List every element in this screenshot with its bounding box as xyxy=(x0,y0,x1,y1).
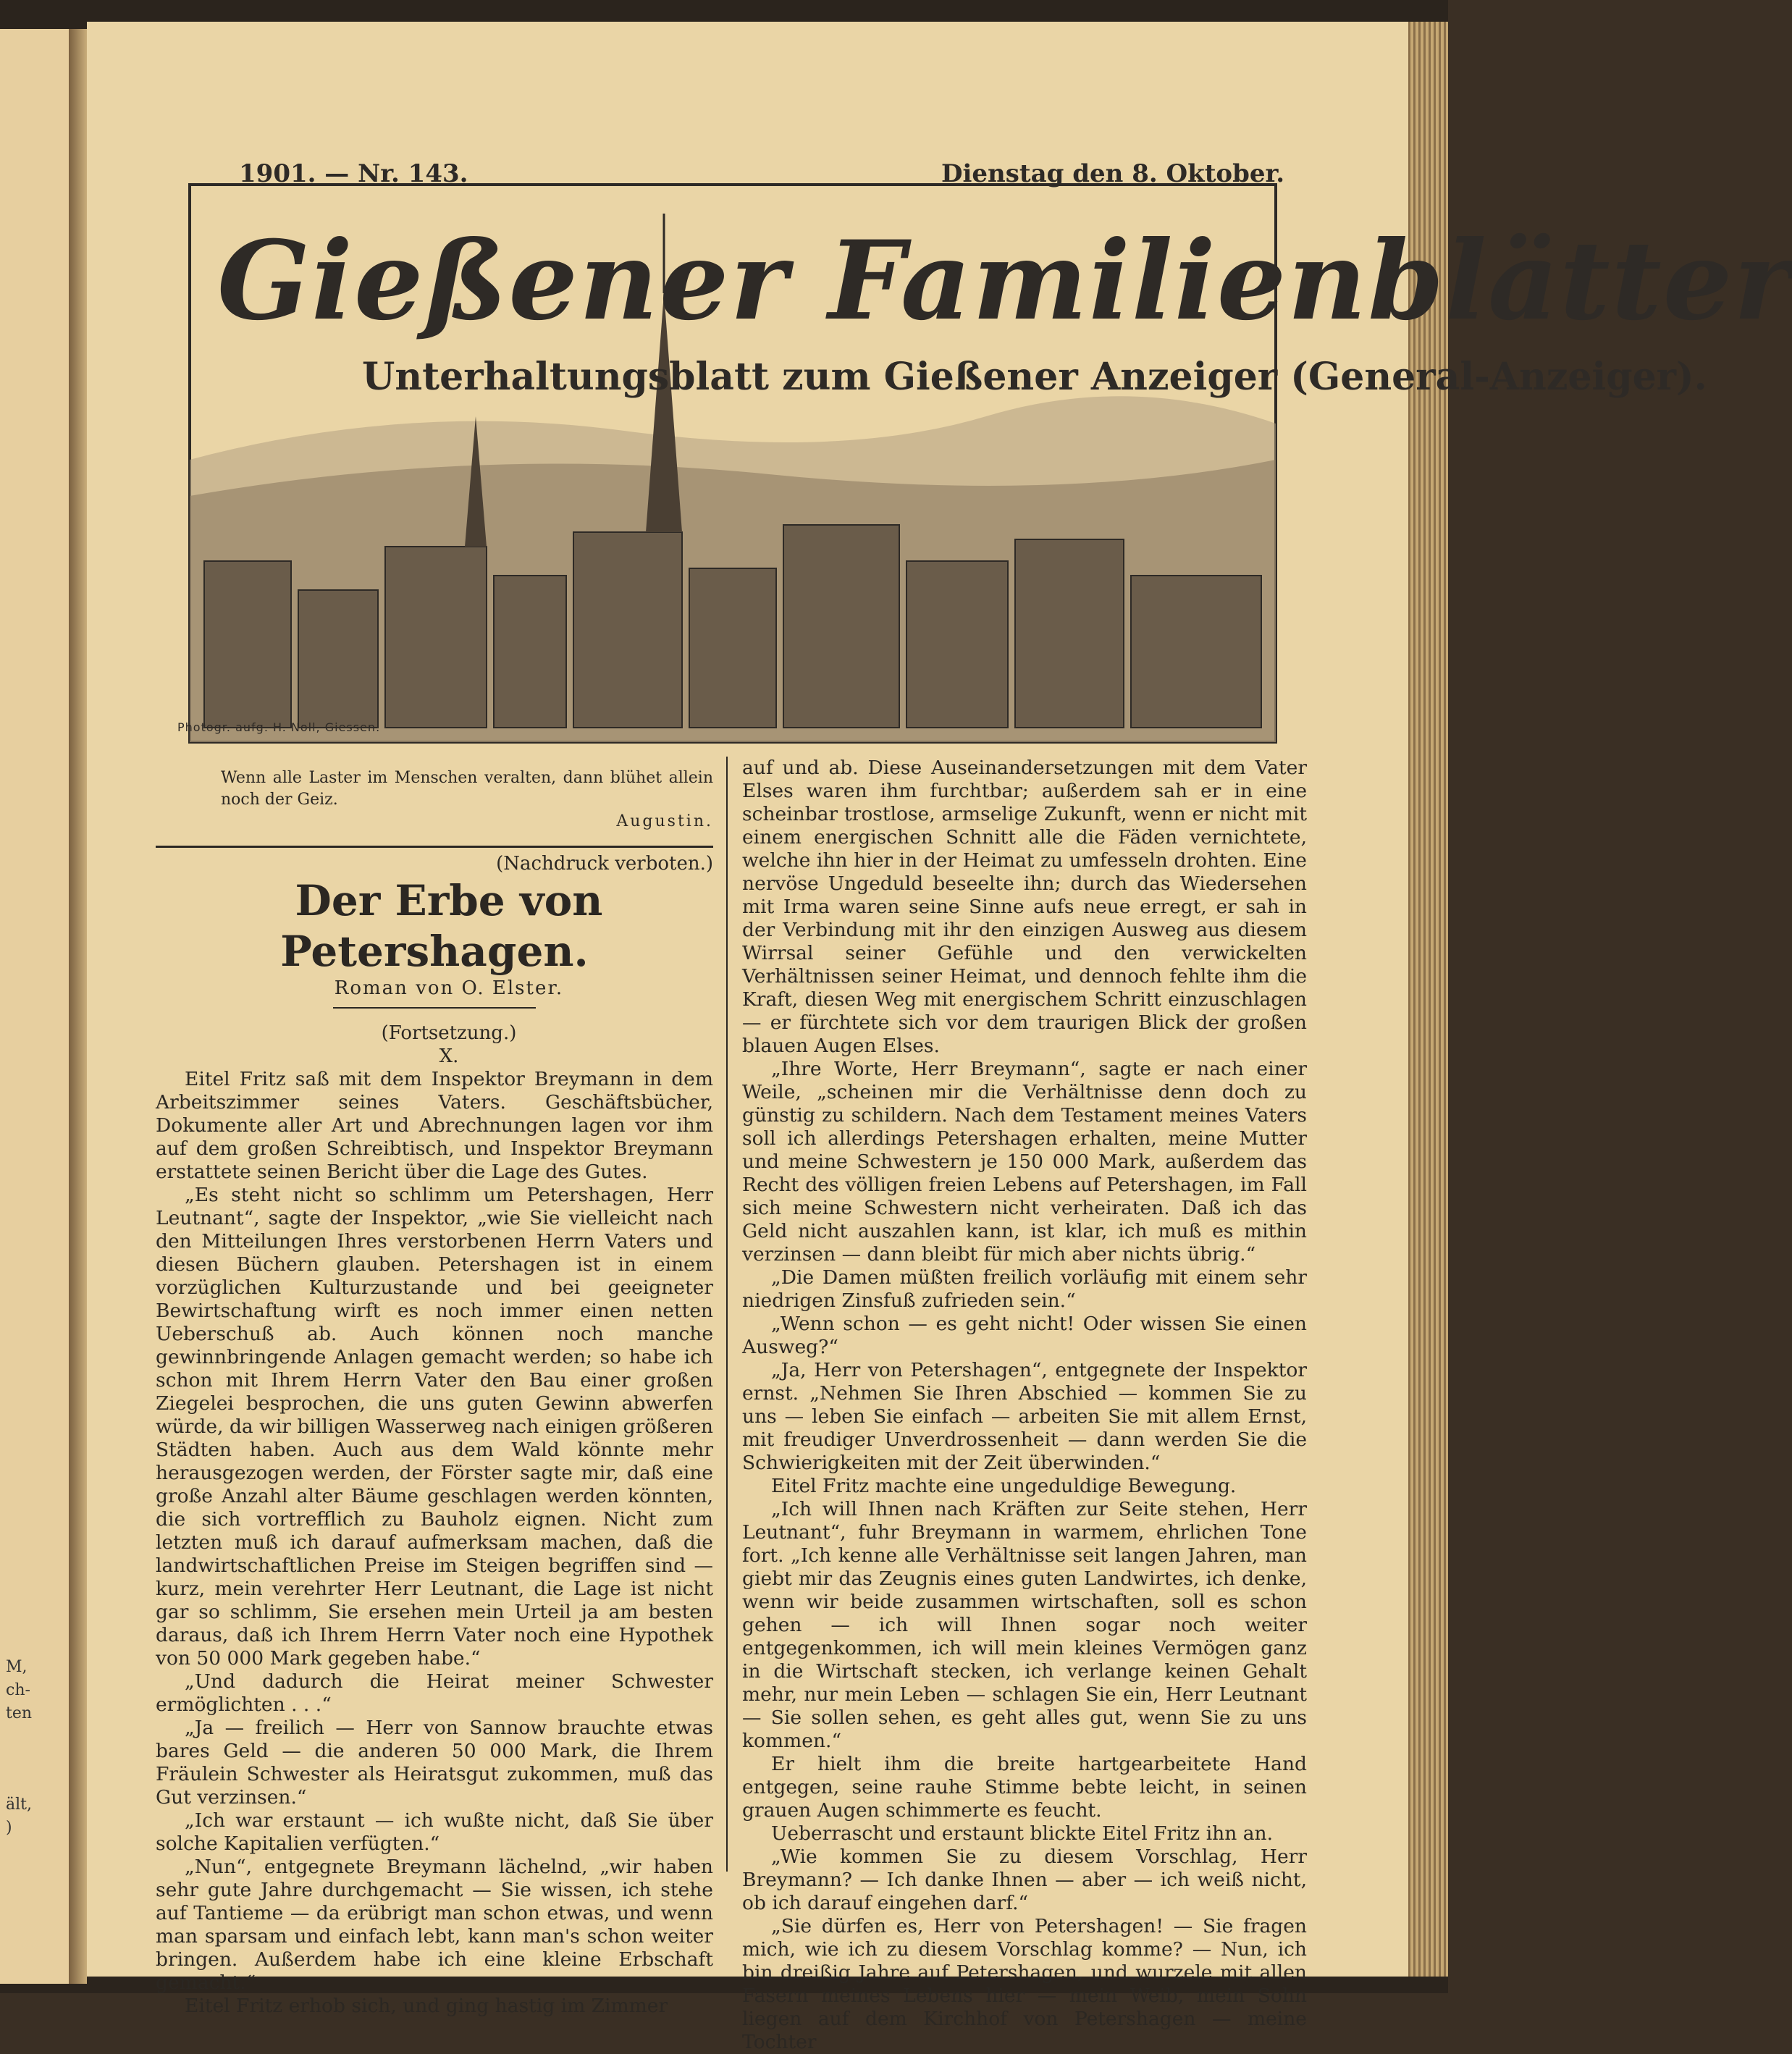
paragraph: Ueberrascht und erstaunt blickte Eitel Fritz ihn an. xyxy=(771,1822,1274,1845)
paragraph: „Ja, Herr von Petershagen“, entgegnete der Inspektor ernst. „Nehmen Sie Ihren Abschied — kommen Sie zu uns — leben Sie einfach — arbeiten Sie mit allem Ernst, mit freudiger Unverdrossenheit — dann werden Sie die Schwierigkeiten mit der Zeit überwinden.“ xyxy=(742,1359,1307,1474)
paragraph: „Ja — freilich — Herr von Sannow brauchte etwas bares Geld — die anderen 50 000 Mark, die Ihrem Fräulein Schwester als Heiratsgut zukommen, muß das Gut verzinsen.“ xyxy=(156,1717,713,1809)
paragraph: „Wie kommen Sie zu diesem Vorschlag, Herr Breymann? — Ich danke Ihnen — aber — ich weiß nicht, ob ich darauf eingehen darf.“ xyxy=(742,1845,1307,1914)
photo-credit: Photogr. aufg. H. Noll, Giessen. xyxy=(177,720,381,734)
reprint-notice: (Nachdruck verboten.) xyxy=(496,853,713,875)
column-left xyxy=(156,767,713,2018)
left-page-fragment: ält, xyxy=(6,1796,32,1814)
paragraph: „Die Damen müßten freilich vorläufig mit einem sehr niedrigen Zinsfuß zufrieden sein.“ xyxy=(742,1266,1307,1312)
continuation-note: (Fortsetzung.) xyxy=(381,1022,517,1044)
column-right xyxy=(742,757,1307,2054)
paragraph: „Ihre Worte, Herr Breymann“, sagte er nach einer Weile, „scheinen mir die Verhältnisse denn doch zu günstig zu schildern. Nach dem Testament meines Vaters soll ich allerdings Petershagen erhalten, meine Mutter und meine Schwestern je 150 000 Mark, außerdem das Recht des völligen freien Lebens auf Petershagen, im Fall sich meine Schwestern nicht verheiraten. Daß ich das Geld nicht auszahlen kann, ist klar, ich muß es mithin verzinsen — dann bleibt für mich aber nichts übrig.“ xyxy=(742,1058,1307,1266)
left-page-fragment: ) xyxy=(6,1819,12,1837)
motto-rule xyxy=(156,846,713,848)
left-page-fragment: M, xyxy=(6,1658,28,1676)
chapter-number: X. xyxy=(439,1045,459,1067)
paragraph: „Ich will Ihnen nach Kräften zur Seite stehen, Herr Leutnant“, fuhr Breymann in warmem, ehrlichen Tone fort. „Ich kenne alle Verhältnisse seit langen Jahren, man giebt mir das Zeugnis eines guten Landwirtes, ich denke, wenn wir beide zusammen wirtschaften, soll es schon gehen — ich will Ihnen sogar noch weiter entgegenkommen, ich will mein kleines Vermögen ganz in die Wirtschaft stecken, ich verlange keinen Gehalt mehr, nur mein Leben — schlagen Sie ein, Herr Leutnant — Sie sollen sehen, es geht alles gut, wenn Sie zu uns kommen.“ xyxy=(742,1498,1307,1752)
motto xyxy=(221,767,713,833)
masthead-title: Gießener Familienblätter xyxy=(217,217,1792,345)
motto-author: Augustin. xyxy=(616,812,713,830)
issue-date: Dienstag den 8. Oktober. xyxy=(941,159,1285,188)
paragraph: Eitel Fritz machte eine ungeduldige Bewegung. xyxy=(771,1475,1237,1497)
masthead-subtitle: Unterhaltungsblatt zum Gießener Anzeiger (General-Anzeiger). xyxy=(362,355,1707,399)
book-gutter xyxy=(69,29,87,1984)
motto-text: Wenn alle Laster im Menschen veralten, dann blühet allein noch der Geiz. xyxy=(221,769,713,809)
paragraph: auf und ab. Diese Auseinandersetzungen mit dem Vater Elses waren ihm furchtbar; außerdem sah er in eine scheinbar trostlose, armselige Zukunft, wenn er nicht mit einem energischen Schnitt alle die Fäden vernichtete, welche ihn hier in der Heimat zu umfesseln drohten. Eine nervöse Ungeduld beseelte ihn; durch das Wiedersehen mit Irma waren seine Sinne aufs neue erregt, er sah in der Verbindung mit ihr den einzigen Ausweg aus diesem Wirrsal seiner Gefühle und den verwickelten Verhältnissen seiner Heimat, und dennoch fehlte ihm die Kraft, diesen Weg mit energischem Schritt einzuschlagen — er fürchtete sich vor dem traurigen Blick der großen blauen Augen Elses. xyxy=(742,757,1307,1057)
byline-rule xyxy=(333,1007,536,1009)
story-byline: Roman von O. Elster. xyxy=(334,977,564,999)
paragraph: „Ich war erstaunt — ich wußte nicht, daß Sie über solche Kapitalien verfügten.“ xyxy=(156,1809,713,1855)
paragraph: „Wenn schon — es geht nicht! Oder wissen Sie einen Ausweg?“ xyxy=(742,1313,1307,1358)
story-title: Der Erbe von Petershagen. xyxy=(280,876,603,976)
left-page-edge xyxy=(0,29,69,1984)
paragraph: „Nun“, entgegnete Breymann lächelnd, „wir haben sehr gute Jahre durchgemacht — Sie wissen, ich stehe auf Tantieme — da erübrigt man schon etwas, und wenn man sparsam und einfach lebt, kann man's schon weiter bringen. Außerdem habe ich eine kleine Erbschaft gemacht.“ xyxy=(156,1856,713,1994)
paragraph: Eitel Fritz erhob sich, und ging hastig im Zimmer xyxy=(185,1995,668,2017)
paragraph: Eitel Fritz saß mit dem Inspektor Breymann in dem Arbeitszimmer seines Vaters. Geschäftsbücher, Dokumente aller Art und Abrechnungen lagen vor ihm auf dem großen Schreibtisch, und Inspektor Breymann erstattete seinen Bericht über die Lage des Gutes. xyxy=(156,1068,713,1183)
paragraph: „Und dadurch die Heirat meiner Schwester ermöglichten . . .“ xyxy=(156,1670,713,1716)
column-separator xyxy=(726,757,728,1872)
paragraph: „Es steht nicht so schlimm um Petershagen, Herr Leutnant“, sagte der Inspektor, „wie Sie vielleicht nach den Mitteilungen Ihres verstorbenen Herrn Vaters und diesen Büchern glauben. Petershagen ist in einem vorzüglichen Kulturzustande und bei geeigneter Bewirtschaftung wirft es noch immer einen netten Ueberschuß ab. Auch können noch manche gewinnbringende Anlagen gemacht werden; so habe ich schon mit Ihrem Herrn Vater den Bau einer großen Ziegelei besprochen, die uns guten Gewinn abwerfen würde, da wir billigen Wasserweg nach einigen größeren Städten haben. Auch aus dem Wald könnte mehr herausgezogen werden, der Förster sagte mir, daß eine große Anzahl alter Bäume geschlagen werden könnten, die sich vortrefflich zu Bauholz eignen. Nicht zum letzten muß ich darauf aufmerksam machen, daß die landwirtschaftlichen Preise im Steigen begriffen sind — kurz, mein verehrter Herr Leutnant, die Lage ist nicht gar so schlimm, Sie ersehen mein Urteil ja am besten daraus, daß ich Ihrem Herrn Vater noch eine Hypothek von 50 000 Mark gegeben habe.“ xyxy=(156,1184,713,1670)
left-page-fragment: ch- xyxy=(6,1681,30,1699)
left-page-fragment: ten xyxy=(6,1704,33,1722)
issue-number: 1901. — Nr. 143. xyxy=(239,159,468,188)
paragraph: „Sie dürfen es, Herr von Petershagen! — Sie fragen mich, wie ich zu diesem Vorschlag komme? — Nun, ich bin dreißig Jahre auf Petershagen, und wurzele mit allen Fasern meines Lebens hier — mein Weib, mein Sohn liegen auf dem Kirchhof von Petershagen — meine Tochter xyxy=(742,1915,1307,2053)
paragraph: Er hielt ihm die breite hartgearbeitete Hand entgegen, seine rauhe Stimme bebte leicht, in seinen grauen Augen schimmerte es feucht. xyxy=(742,1753,1307,1822)
